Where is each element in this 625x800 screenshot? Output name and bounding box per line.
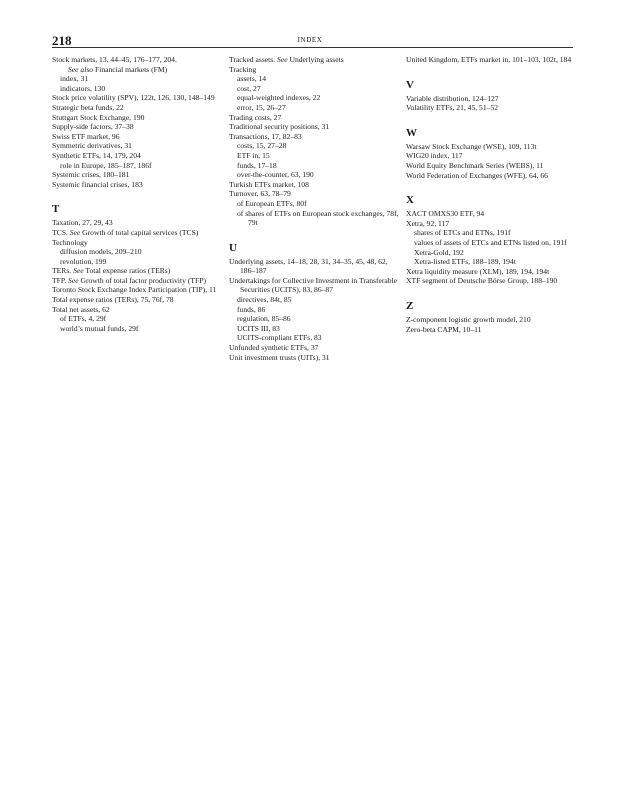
header-rule <box>52 47 573 48</box>
entry-text: Zero-beta CAPM, 10–11 <box>406 324 482 334</box>
entry-text: world’s mutual funds, 29f <box>60 323 139 333</box>
entry-text: index, 31 <box>60 74 89 84</box>
entry-text: ETF in, 15 <box>237 150 270 160</box>
entry-text: Unfunded synthetic ETFs, 37 <box>229 343 319 353</box>
entry-text: Supply-side factors, 37–38 <box>52 122 134 132</box>
index-entry <box>237 333 399 343</box>
entry-text: values of assets of ETCs and ETNs listed on, 191f <box>414 237 567 247</box>
index-entry <box>229 113 399 123</box>
index-entry <box>406 325 576 335</box>
see-reference: See <box>275 55 288 64</box>
entry-text: Total net assets, 62 <box>52 304 110 314</box>
entry-text: Total expense ratios (TERs), 75, 76f, 78 <box>52 295 174 305</box>
entry-text: Swiss ETF market, 96 <box>52 131 120 141</box>
section-letter: U <box>229 241 237 254</box>
index-entry <box>229 257 399 276</box>
section-letter: W <box>406 126 417 139</box>
index-entry <box>237 314 399 324</box>
entry-text: error, 15, 26–27 <box>237 102 286 112</box>
index-column-1 <box>52 55 222 333</box>
index-entry <box>229 343 399 353</box>
entry-text: Systemic crises, 180–181 <box>52 170 130 180</box>
entry-text: Taxation, 27, 29, 43 <box>52 218 113 228</box>
see-target: Total expense ratios (TERs) <box>83 266 171 276</box>
index-entry <box>229 189 399 199</box>
entry-text: XTF segment of Deutsche Börse Group, 188–190 <box>406 276 558 286</box>
entry-text: WIG20 index, 117 <box>406 151 463 161</box>
index-entry <box>237 324 399 334</box>
index-entry <box>406 219 576 229</box>
index-entry <box>237 199 399 209</box>
entry-text: TCS. <box>52 227 68 237</box>
index-entry <box>60 161 222 171</box>
index-entry <box>52 55 222 65</box>
index-entry <box>229 276 399 295</box>
see-target: Growth of total capital services (TCS) <box>80 227 199 237</box>
index-entry <box>414 257 576 267</box>
section-letter: X <box>406 194 414 207</box>
index-entry <box>52 132 222 142</box>
page-number: 218 <box>52 33 72 48</box>
index-entry <box>52 228 222 238</box>
index-entry <box>52 151 222 161</box>
entry-text: Tracking <box>229 64 257 74</box>
index-column-3 <box>406 55 576 334</box>
index-entry <box>406 161 576 171</box>
entry-text: Underlying assets, 14–18, 28, 31, 34–35, 45, 48, 62, 186–187 <box>229 256 388 276</box>
entry-text: assets, 14 <box>237 74 267 84</box>
entry-text: Warsaw Stock Exchange (WSE), 109, 113t <box>406 141 537 151</box>
index-entry <box>406 267 576 277</box>
index-entry <box>406 103 576 113</box>
index-entry <box>229 55 399 65</box>
entry-text: TFP. <box>52 275 67 285</box>
index-entry <box>52 305 222 315</box>
index-entry <box>237 209 399 228</box>
entry-text: Tracked assets. <box>229 55 276 64</box>
index-entry <box>406 171 576 181</box>
running-head: INDEX <box>297 36 323 44</box>
entry-text: Volatility ETFs, 21, 45, 51–52 <box>406 103 499 113</box>
entry-text: Stuttgart Stock Exchange, 190 <box>52 112 145 122</box>
entry-text: Unit investment trusts (UITs), 31 <box>229 352 330 362</box>
entry-text: Technology <box>52 237 88 247</box>
entry-text: Toronto Stock Exchange Index Participation (TIP), 11 <box>52 285 217 295</box>
entry-text: role in Europe, 185–187, 186f <box>60 160 152 170</box>
index-entry <box>52 180 222 190</box>
entry-text: Undertakings for Collective Investment in Transferable Securities (UCITS), 83, 86–87 <box>229 275 398 295</box>
entry-text: XACT OMXS30 ETF, 94 <box>406 209 485 219</box>
index-entry <box>237 305 399 315</box>
entry-text: Financial markets (FM) <box>93 64 168 74</box>
entry-text: Stock markets, 13, 44–45, 176–177, 204. <box>52 55 177 64</box>
entry-text: Variable distribution, 124–127 <box>406 93 499 103</box>
index-entry <box>414 228 576 238</box>
entry-text: diffusion models, 209–210 <box>60 247 142 257</box>
index-entry <box>406 55 576 65</box>
entry-text: Trading costs, 27 <box>229 112 282 122</box>
entry-text: Xetra-Gold, 192 <box>414 247 464 257</box>
entry-text: of European ETFs, 80f <box>237 198 307 208</box>
index-entry <box>414 238 576 248</box>
index-entry <box>60 74 222 84</box>
see-target: Growth of total factor productivity (TFP) <box>78 275 206 285</box>
section-letter: Z <box>406 299 414 312</box>
see-reference: See also <box>68 64 94 74</box>
index-entry <box>406 276 576 286</box>
index-entry <box>52 170 222 180</box>
entry-text: revolution, 199 <box>60 256 107 266</box>
see-target: Underlying assets <box>287 55 344 64</box>
index-entry <box>414 248 576 258</box>
index-column-2 <box>229 55 399 362</box>
section-letter: T <box>52 203 60 216</box>
index-entry <box>52 141 222 151</box>
entry-text: funds, 17–18 <box>237 160 277 170</box>
entry-text: TERs. <box>52 266 72 276</box>
see-reference: See <box>66 275 79 285</box>
index-entry <box>229 65 399 75</box>
entry-text: funds, 86 <box>237 304 266 314</box>
index-entry <box>237 74 399 84</box>
entry-text: United Kingdom, ETFs market in, 101–103, 102t, 184 <box>406 55 572 64</box>
section-letter: V <box>406 78 414 91</box>
entry-text: of ETFs, 4, 29f <box>60 314 107 324</box>
entry-text: Xetra, 92, 117 <box>406 218 450 228</box>
index-entry <box>52 218 222 228</box>
index-entry <box>52 103 222 113</box>
index-entry <box>52 238 222 248</box>
index-entry <box>60 257 222 267</box>
index-entry <box>406 94 576 104</box>
index-entry <box>60 247 222 257</box>
index-entry <box>52 113 222 123</box>
entry-text: Turkish ETFs market, 108 <box>229 179 309 189</box>
entry-text: Symmetric derivatives, 31 <box>52 141 132 151</box>
index-entry <box>406 315 576 325</box>
index-entry <box>52 285 222 295</box>
index-entry <box>52 122 222 132</box>
entry-text: Transactions, 17, 82–83 <box>229 131 302 141</box>
entry-text: shares of ETCs and ETNs, 191f <box>414 228 511 238</box>
entry-text: directives, 84t, 85 <box>237 295 292 305</box>
index-entry <box>229 132 399 142</box>
index-entry <box>60 84 222 94</box>
index-entry <box>52 266 222 276</box>
index-entry <box>52 276 222 286</box>
index-entry <box>406 151 576 161</box>
entry-text: Systemic financial crises, 183 <box>52 179 143 189</box>
index-entry <box>237 93 399 103</box>
entry-text: World Equity Benchmark Series (WEBS), 11 <box>406 160 544 170</box>
index-entry <box>229 353 399 363</box>
index-entry <box>237 141 399 151</box>
entry-text: Stock price volatility (SPV), 122t, 126, 130, 148–149 <box>52 93 215 103</box>
entry-text: costs, 15, 27–28 <box>237 141 287 151</box>
entry-text: Xetra-listed ETFs, 188–189, 194t <box>414 257 516 267</box>
entry-text: indicators, 130 <box>60 83 106 93</box>
entry-text: Strategic beta funds, 22 <box>52 102 124 112</box>
index-entry <box>229 180 399 190</box>
entry-text: Turnover, 63, 78–79 <box>229 189 291 199</box>
index-entry <box>237 151 399 161</box>
index-entry <box>237 84 399 94</box>
entry-text: equal-weighted indexes, 22 <box>237 93 321 103</box>
index-entry <box>237 161 399 171</box>
index-entry <box>237 103 399 113</box>
entry-text: UCITS III, 83 <box>237 323 280 333</box>
entry-text: UCITS-compliant ETFs, 83 <box>237 333 322 343</box>
entry-text: cost, 27 <box>237 83 261 93</box>
see-reference: See <box>67 227 81 237</box>
index-entry <box>406 209 576 219</box>
entry-text: Z-component logistic growth model, 210 <box>406 314 531 324</box>
entry-text: Traditional security positions, 31 <box>229 122 330 132</box>
entry-text: regulation, 85–86 <box>237 314 291 324</box>
index-entry <box>406 142 576 152</box>
entry-text: Synthetic ETFs, 14, 179, 204 <box>52 150 141 160</box>
index-entry <box>237 170 399 180</box>
index-entry <box>229 122 399 132</box>
see-reference: See <box>71 266 84 276</box>
index-entry <box>60 314 222 324</box>
entry-text: Xetra liquidity measure (XLM), 189, 194, 194t <box>406 266 550 276</box>
index-entry <box>237 295 399 305</box>
entry-text: over-the-counter, 63, 190 <box>237 170 314 180</box>
entry-text: of shares of ETFs on European stock exchanges, 78f, 79t <box>237 208 399 228</box>
index-entry <box>68 65 222 75</box>
index-entry <box>60 324 222 334</box>
entry-text: World Federation of Exchanges (WFE), 64, 66 <box>406 170 548 180</box>
index-entry <box>52 295 222 305</box>
index-entry <box>52 93 222 103</box>
